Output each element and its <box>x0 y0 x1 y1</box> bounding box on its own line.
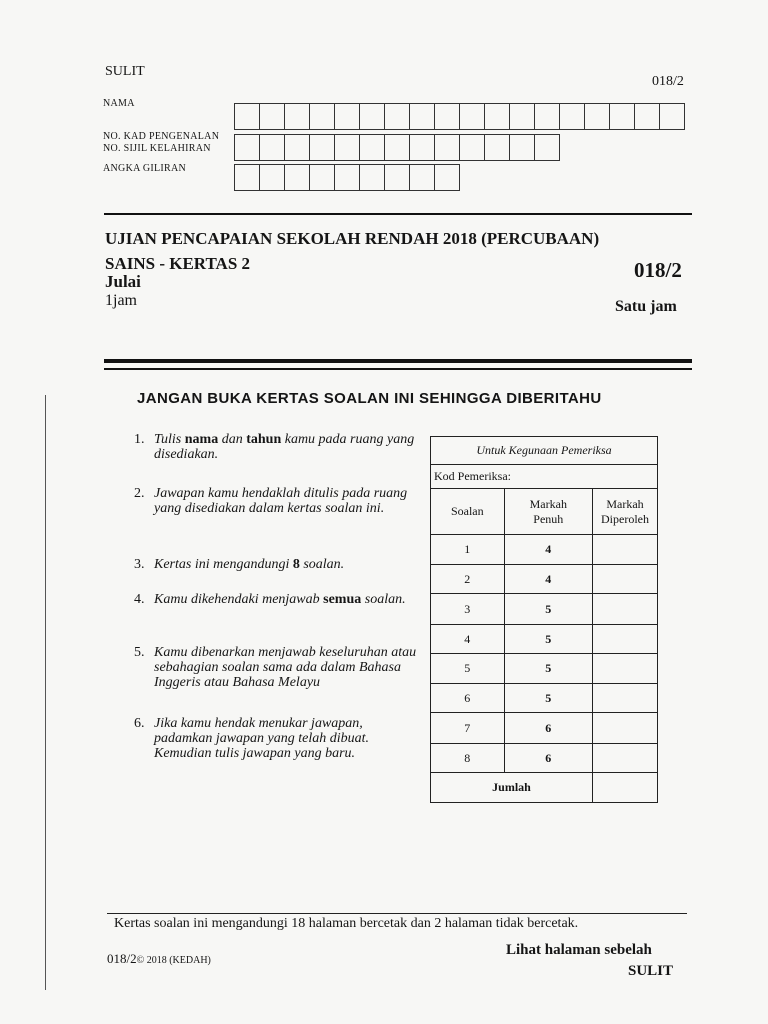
character-box[interactable] <box>460 103 485 130</box>
instruction-text: Kertas ini mengandungi <box>154 557 293 572</box>
question-number: 2 <box>431 565 505 594</box>
instruction-emphasis: tahun <box>246 432 282 447</box>
score-row <box>431 625 658 654</box>
total-cell[interactable] <box>593 773 658 803</box>
character-box[interactable] <box>610 103 635 130</box>
character-box[interactable] <box>410 103 435 130</box>
character-box[interactable] <box>335 164 360 191</box>
instruction-3 <box>134 557 420 572</box>
character-box[interactable] <box>535 134 560 161</box>
birth-cert-label: NO. SIJIL KELAHIRAN <box>103 143 211 154</box>
double-rule-thick <box>104 359 692 363</box>
character-box[interactable] <box>335 134 360 161</box>
score-row <box>431 713 658 744</box>
full-mark: 5 <box>504 594 592 625</box>
instruction-2 <box>134 486 420 516</box>
subject-title: SAINS - KERTAS 2 <box>105 254 251 273</box>
nama-label: NAMA <box>103 98 135 109</box>
character-box[interactable] <box>485 103 510 130</box>
examiner-table <box>430 436 658 803</box>
total-label: Jumlah <box>431 773 593 803</box>
character-box[interactable] <box>310 134 335 161</box>
character-box[interactable] <box>385 134 410 161</box>
obtained-mark-cell[interactable] <box>593 625 658 654</box>
score-row <box>431 654 658 684</box>
character-box[interactable] <box>460 134 485 161</box>
character-box[interactable] <box>360 164 385 191</box>
question-number: 4 <box>431 625 505 654</box>
instruction-text: Jika kamu hendak menukar jawapan, padamkan jawapan yang telah dibuat. Kemudian tulis jawapan yang baru. <box>154 716 370 761</box>
next-page-label: Lihat halaman sebelah <box>506 942 652 958</box>
col-markah-diperoleh: Markah Diperoleh <box>593 489 658 535</box>
character-box[interactable] <box>510 103 535 130</box>
character-box[interactable] <box>360 134 385 161</box>
character-box[interactable] <box>435 103 460 130</box>
character-box[interactable] <box>235 103 260 130</box>
full-mark: 6 <box>504 713 592 744</box>
instruction-text: Tulis <box>154 432 185 447</box>
col-markah-penuh: Markah Penuh <box>504 489 592 535</box>
instruction-text: Jawapan kamu hendaklah ditulis pada ruang yang disediakan dalam kertas soalan ini. <box>154 486 408 516</box>
paper-code-top: 018/2 <box>652 74 684 89</box>
question-number: 3 <box>431 594 505 625</box>
obtained-mark-cell[interactable] <box>593 713 658 744</box>
character-box[interactable] <box>385 103 410 130</box>
obtained-mark-cell[interactable] <box>593 654 658 684</box>
score-row <box>431 594 658 625</box>
instruction-6 <box>134 716 420 761</box>
pages-note: Kertas soalan ini mengandungi 18 halaman bercetak dan 2 halaman tidak bercetak. <box>114 916 579 931</box>
instruction-number: 4. <box>134 592 145 607</box>
instruction-text: soalan. <box>361 592 406 607</box>
instruction-number: 1. <box>134 432 145 447</box>
character-box[interactable] <box>285 134 310 161</box>
paper-code-large: 018/2 <box>634 258 682 282</box>
instruction-text: Kamu dibenarkan menjawab keseluruhan atau sebahagian soalan sama ada dalam Bahasa Inggeris atau Bahasa Melayu <box>154 645 417 690</box>
examiner-code-label[interactable]: Kod Pemeriksa: <box>431 465 658 489</box>
ic-boxes[interactable] <box>234 134 560 161</box>
instruction-number: 3. <box>134 557 145 572</box>
instruction-text: kamu pada ruang yang disediakan. <box>154 432 415 462</box>
obtained-mark-cell[interactable] <box>593 744 658 773</box>
character-box[interactable] <box>335 103 360 130</box>
question-number: 7 <box>431 713 505 744</box>
month-label: Julai <box>105 272 141 291</box>
double-rule-thin <box>104 368 692 370</box>
instruction-number: 5. <box>134 645 145 660</box>
examiner-heading: Untuk Kegunaan Pemeriksa <box>431 437 658 465</box>
duration-short: 1jam <box>105 292 137 309</box>
instruction-number: 6. <box>134 716 145 731</box>
character-box[interactable] <box>435 134 460 161</box>
obtained-mark-cell[interactable] <box>593 565 658 594</box>
character-box[interactable] <box>310 164 335 191</box>
footer-code <box>107 951 211 967</box>
character-box[interactable] <box>535 103 560 130</box>
angka-giliran-label: ANGKA GILIRAN <box>103 163 187 174</box>
exam-title: UJIAN PENCAPAIAN SEKOLAH RENDAH 2018 (PERCUBAAN) <box>105 229 600 248</box>
character-box[interactable] <box>635 103 660 130</box>
obtained-mark-cell[interactable] <box>593 535 658 565</box>
character-box[interactable] <box>410 164 435 191</box>
full-mark: 4 <box>504 535 592 565</box>
score-row <box>431 565 658 594</box>
obtained-mark-cell[interactable] <box>593 684 658 713</box>
character-box[interactable] <box>435 164 460 191</box>
col-soalan: Soalan <box>431 489 505 535</box>
warning-heading: JANGAN BUKA KERTAS SOALAN INI SEHINGGA DIBERITAHU <box>137 390 602 407</box>
ic-label: NO. KAD PENGENALAN <box>103 131 220 142</box>
instruction-number: 2. <box>134 486 145 501</box>
sulit-bottom-label: SULIT <box>628 963 674 979</box>
character-box[interactable] <box>235 164 260 191</box>
character-box[interactable] <box>310 103 335 130</box>
footer-code-number: 018/2 <box>107 951 137 966</box>
full-mark: 5 <box>504 684 592 713</box>
score-row <box>431 535 658 565</box>
full-mark: 5 <box>504 625 592 654</box>
character-box[interactable] <box>285 164 310 191</box>
question-number: 1 <box>431 535 505 565</box>
instruction-emphasis: 8 <box>292 557 300 572</box>
character-box[interactable] <box>260 134 285 161</box>
character-box[interactable] <box>585 103 610 130</box>
instruction-4 <box>134 592 420 607</box>
duration-long: Satu jam <box>615 298 677 315</box>
character-box[interactable] <box>560 103 585 130</box>
character-box[interactable] <box>510 134 535 161</box>
copyright-text: © 2018 (KEDAH) <box>136 955 211 966</box>
sulit-top-label: SULIT <box>105 64 145 79</box>
footer-rule <box>107 913 687 914</box>
nama-boxes[interactable] <box>234 103 685 130</box>
instruction-emphasis: nama <box>184 432 219 447</box>
score-row <box>431 744 658 773</box>
instruction-5 <box>134 645 420 690</box>
instruction-emphasis: semua <box>323 592 362 607</box>
angka-giliran-boxes[interactable] <box>234 164 460 191</box>
question-number: 5 <box>431 654 505 684</box>
character-box[interactable] <box>410 134 435 161</box>
question-number: 6 <box>431 684 505 713</box>
score-row <box>431 684 658 713</box>
character-box[interactable] <box>235 134 260 161</box>
question-number: 8 <box>431 744 505 773</box>
instruction-text: dan <box>218 432 247 447</box>
character-box[interactable] <box>260 103 285 130</box>
full-mark: 5 <box>504 654 592 684</box>
instruction-text: Kamu dikehendaki menjawab <box>154 592 324 607</box>
instruction-text: soalan. <box>299 557 345 572</box>
instruction-1 <box>134 432 420 462</box>
character-box[interactable] <box>360 103 385 130</box>
character-box[interactable] <box>285 103 310 130</box>
obtained-mark-cell[interactable] <box>593 594 658 625</box>
examiner-rows <box>431 535 658 773</box>
top-rule <box>104 213 692 215</box>
full-mark: 6 <box>504 744 592 773</box>
scan-edge-line <box>45 395 46 990</box>
full-mark: 4 <box>504 565 592 594</box>
character-box[interactable] <box>660 103 685 130</box>
character-box[interactable] <box>260 164 285 191</box>
character-box[interactable] <box>385 164 410 191</box>
character-box[interactable] <box>485 134 510 161</box>
